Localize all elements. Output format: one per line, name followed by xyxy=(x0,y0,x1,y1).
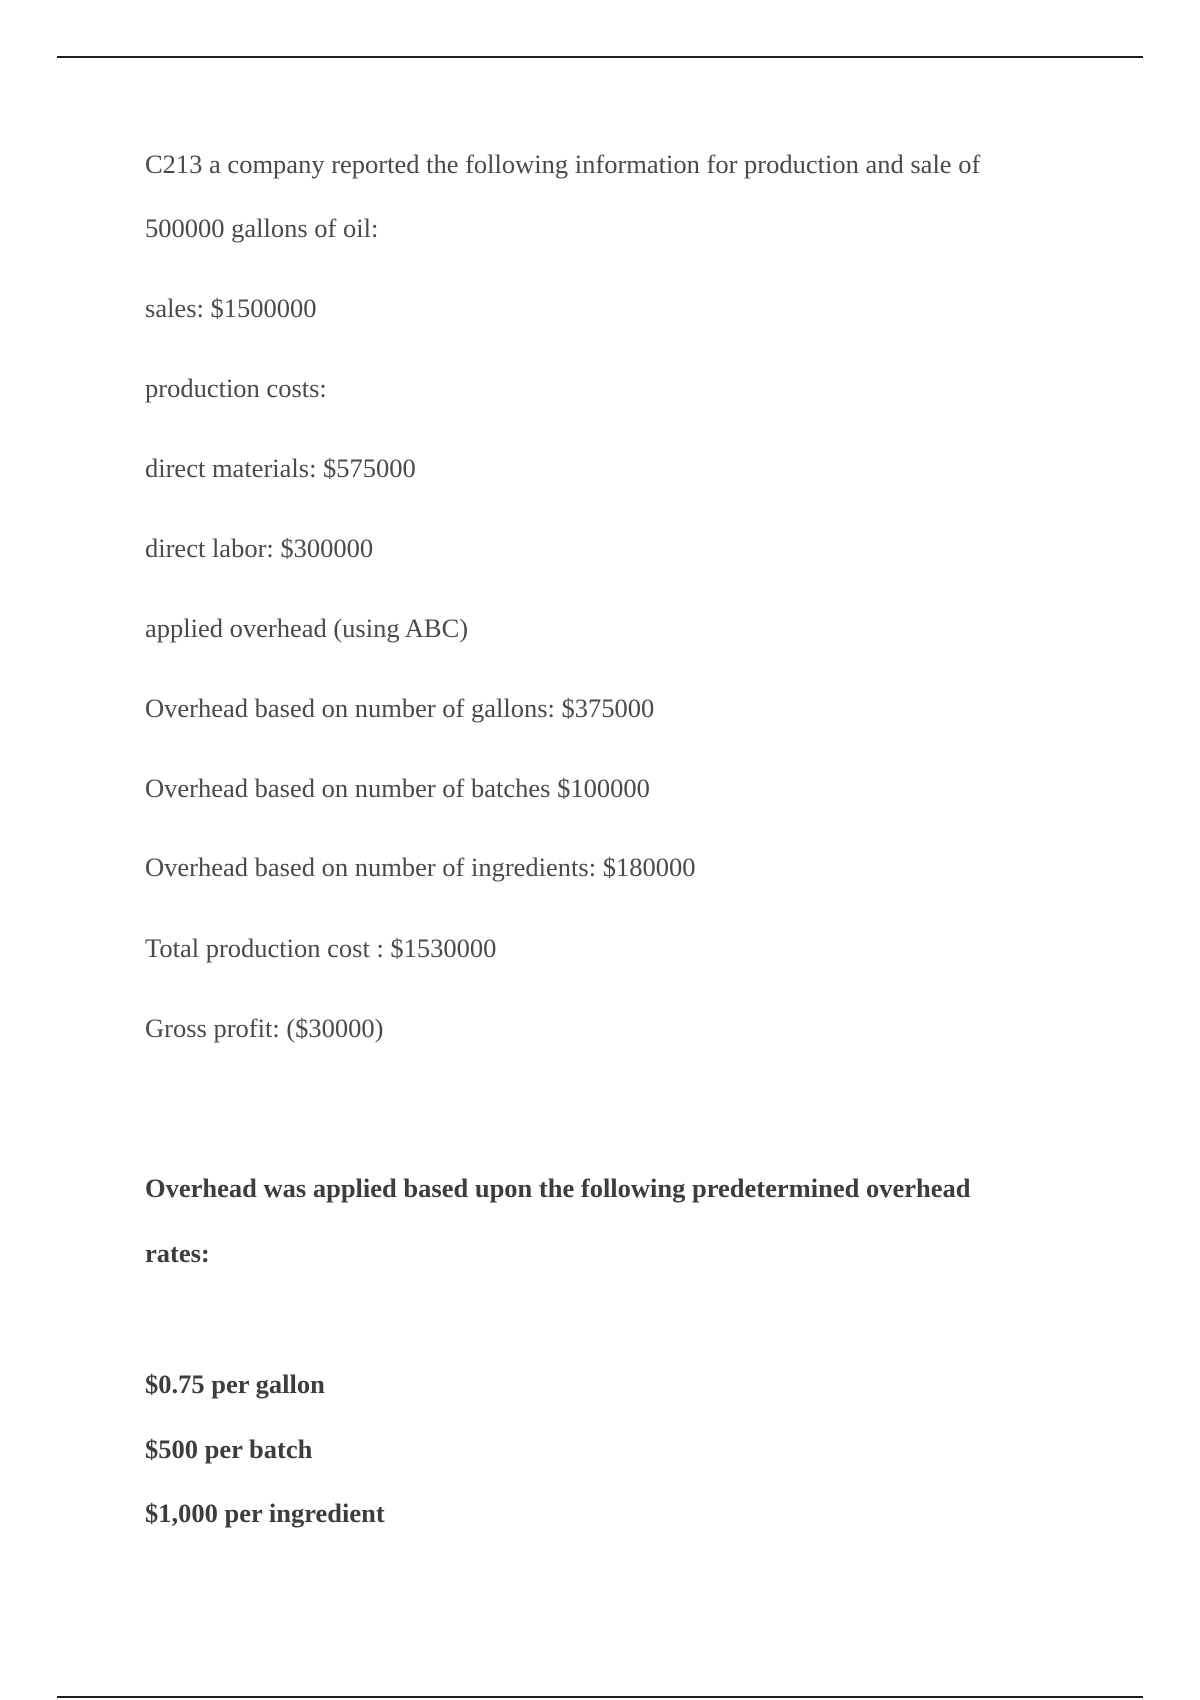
intro-line-1: C213 a company reported the following information for production and sale of xyxy=(145,149,981,179)
total-production-cost-line: Total production cost : $1530000 xyxy=(145,933,497,963)
rates-heading-line-2: rates: xyxy=(145,1238,210,1268)
overhead-gallons-line: Overhead based on number of gallons: $375000 xyxy=(145,693,655,723)
overhead-ingredients-line: Overhead based on number of ingredients: $180000 xyxy=(145,852,696,882)
bottom-divider xyxy=(57,1696,1143,1698)
overhead-batches-line: Overhead based on number of batches $100000 xyxy=(145,773,650,803)
rate-per-batch: $500 per batch xyxy=(145,1434,313,1464)
direct-materials-line: direct materials: $575000 xyxy=(145,453,416,483)
rate-per-gallon: $0.75 per gallon xyxy=(145,1369,325,1399)
top-divider xyxy=(57,56,1143,58)
sales-line: sales: $1500000 xyxy=(145,293,317,323)
direct-labor-line: direct labor: $300000 xyxy=(145,533,374,563)
rate-per-ingredient: $1,000 per ingredient xyxy=(145,1498,385,1528)
gross-profit-line: Gross profit: ($30000) xyxy=(145,1013,384,1043)
rates-heading-line-1: Overhead was applied based upon the following predetermined overhead xyxy=(145,1173,971,1203)
intro-line-2: 500000 gallons of oil: xyxy=(145,213,379,243)
production-costs-line: production costs: xyxy=(145,373,327,403)
applied-overhead-line: applied overhead (using ABC) xyxy=(145,613,469,643)
